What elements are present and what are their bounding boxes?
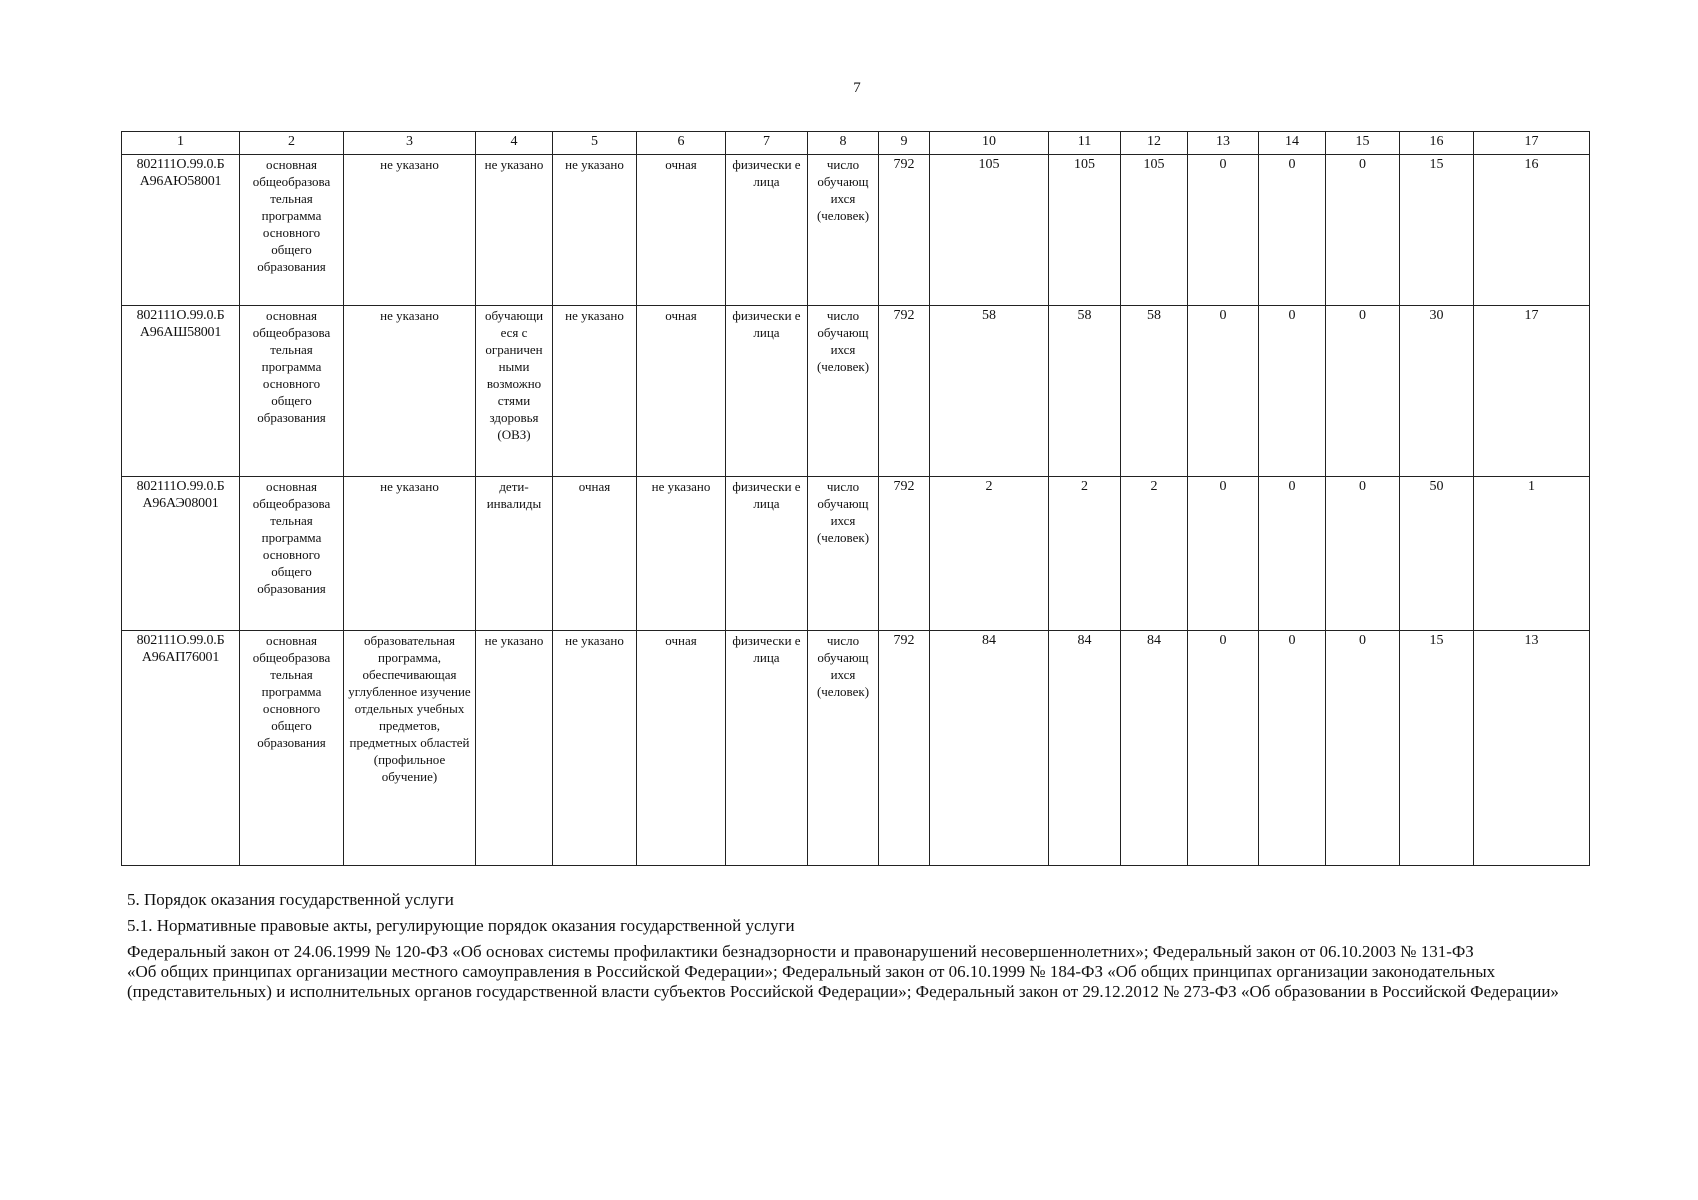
table-cell: не указано xyxy=(476,631,553,866)
table-cell: 0 xyxy=(1326,631,1400,866)
table-cell: 0 xyxy=(1326,306,1400,477)
column-header: 1 xyxy=(122,132,240,155)
table-cell: 0 xyxy=(1188,477,1259,631)
column-header: 9 xyxy=(879,132,930,155)
table-cell: физически е лица xyxy=(726,631,808,866)
table-cell: физически е лица xyxy=(726,477,808,631)
column-header: 5 xyxy=(553,132,637,155)
table-cell: физически е лица xyxy=(726,155,808,306)
table-cell: не указано xyxy=(344,306,476,477)
table-cell: 50 xyxy=(1400,477,1474,631)
table-cell: 802111О.99.0.Б А96АЮ58001 xyxy=(122,155,240,306)
table-cell: 17 xyxy=(1474,306,1590,477)
table-cell: очная xyxy=(553,477,637,631)
table-row xyxy=(122,155,1590,306)
table-cell: не указано xyxy=(553,155,637,306)
table-cell: 16 xyxy=(1474,155,1590,306)
table-cell: 802111О.99.0.Б А96АШ58001 xyxy=(122,306,240,477)
table-cell: дети-инвалиды xyxy=(476,477,553,631)
header-row xyxy=(122,132,1590,155)
legal-acts-paragraph-2: «Об общих принципах организации местного самоуправления в Российской Федерации»; Федеральный закон от 06.10.1999 № 184-ФЗ «Об общих принципах организации законодательных (представительных) и исполнительных органов государственной власти субъектов Российской Федерации»; Федеральный закон от 29.12.2012 № 273-ФЗ «Об образовании в Российской Федерации» xyxy=(127,962,1559,1001)
column-header: 12 xyxy=(1121,132,1188,155)
table-cell: очная xyxy=(637,155,726,306)
table-cell: не указано xyxy=(344,477,476,631)
table-cell: 0 xyxy=(1188,631,1259,866)
table-cell: число обучающ ихся (человек) xyxy=(808,155,879,306)
column-header: 13 xyxy=(1188,132,1259,155)
table-cell: 792 xyxy=(879,631,930,866)
table-cell: 2 xyxy=(1121,477,1188,631)
table-cell: 13 xyxy=(1474,631,1590,866)
table-cell: очная xyxy=(637,631,726,866)
column-header: 2 xyxy=(240,132,344,155)
table-cell: 15 xyxy=(1400,155,1474,306)
table-cell: число обучающ ихся (человек) xyxy=(808,631,879,866)
table-row xyxy=(122,477,1590,631)
table-cell: 105 xyxy=(930,155,1049,306)
column-header: 14 xyxy=(1259,132,1326,155)
table-cell: 0 xyxy=(1259,155,1326,306)
table-cell: 84 xyxy=(1049,631,1121,866)
table-cell: 84 xyxy=(930,631,1049,866)
table-cell: обучающи еся с ограничен ными возможно стями здоровья (ОВЗ) xyxy=(476,306,553,477)
column-header: 7 xyxy=(726,132,808,155)
table-cell: 2 xyxy=(1049,477,1121,631)
table-cell: 30 xyxy=(1400,306,1474,477)
section-title: 5. Порядок оказания государственной услуги xyxy=(127,890,454,909)
table-cell: 0 xyxy=(1326,155,1400,306)
table-cell: 105 xyxy=(1049,155,1121,306)
table-cell: 0 xyxy=(1259,631,1326,866)
table-cell: основная общеобразова тельная программа основного общего образования xyxy=(240,477,344,631)
table-cell: не указано xyxy=(637,477,726,631)
table-cell: не указано xyxy=(553,631,637,866)
column-header: 4 xyxy=(476,132,553,155)
table-cell: 0 xyxy=(1326,477,1400,631)
table-row xyxy=(122,306,1590,477)
section-subtitle: 5.1. Нормативные правовые акты, регулирующие порядок оказания государственной услуги xyxy=(127,916,795,935)
column-header: 15 xyxy=(1326,132,1400,155)
table-cell: число обучающ ихся (человек) xyxy=(808,477,879,631)
column-header: 8 xyxy=(808,132,879,155)
table-cell: не указано xyxy=(344,155,476,306)
section-5 xyxy=(127,890,1587,1002)
legal-acts-paragraph-1: Федеральный закон от 24.06.1999 № 120-ФЗ «Об основах системы профилактики безнадзорности и правонарушений несовершеннолетних»; Федеральный закон от 06.10.2003 № 131-ФЗ xyxy=(127,942,1474,961)
column-header: 6 xyxy=(637,132,726,155)
table-cell: 0 xyxy=(1188,155,1259,306)
table-cell: 0 xyxy=(1188,306,1259,477)
table-cell: не указано xyxy=(553,306,637,477)
table-row xyxy=(122,631,1590,866)
column-header: 11 xyxy=(1049,132,1121,155)
table-cell: 792 xyxy=(879,477,930,631)
table-cell: физически е лица xyxy=(726,306,808,477)
table-cell: 802111О.99.0.Б А96АЭ08001 xyxy=(122,477,240,631)
table-cell: 792 xyxy=(879,155,930,306)
table-cell: 58 xyxy=(1049,306,1121,477)
table-cell: 58 xyxy=(930,306,1049,477)
page-number: 7 xyxy=(853,80,861,96)
table-cell: 84 xyxy=(1121,631,1188,866)
table-cell: основная общеобразова тельная программа основного общего образования xyxy=(240,155,344,306)
table-cell: 802111О.99.0.Б А96АП76001 xyxy=(122,631,240,866)
table-cell: 58 xyxy=(1121,306,1188,477)
table-cell: 792 xyxy=(879,306,930,477)
table-cell: основная общеобразова тельная программа основного общего образования xyxy=(240,631,344,866)
table-cell: не указано xyxy=(476,155,553,306)
table-cell: 1 xyxy=(1474,477,1590,631)
column-header: 10 xyxy=(930,132,1049,155)
table-cell: 15 xyxy=(1400,631,1474,866)
table-cell: очная xyxy=(637,306,726,477)
column-header: 16 xyxy=(1400,132,1474,155)
table-cell: 2 xyxy=(930,477,1049,631)
column-header: 17 xyxy=(1474,132,1590,155)
column-header: 3 xyxy=(344,132,476,155)
table-cell: число обучающ ихся (человек) xyxy=(808,306,879,477)
table-cell: образовательная программа, обеспечивающая углубленное изучение отдельных учебных предметов, предметных областей (профильное обучение) xyxy=(344,631,476,866)
table-cell: 0 xyxy=(1259,306,1326,477)
table-cell: основная общеобразова тельная программа основного общего образования xyxy=(240,306,344,477)
table-cell: 105 xyxy=(1121,155,1188,306)
service-volume-table xyxy=(121,131,1590,866)
table-cell: 0 xyxy=(1259,477,1326,631)
